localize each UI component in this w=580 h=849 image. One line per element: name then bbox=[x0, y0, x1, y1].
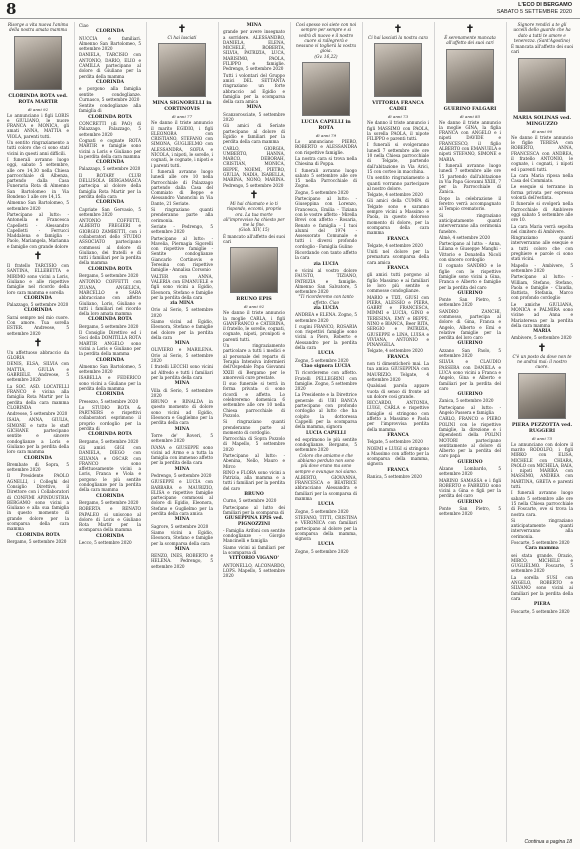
notice-text: Ne danno il triste annuncio la moglie CARLA, i figli GIANFRANCO e CATERINA, il fratello, le sorelle, cognati, cognate, nipoti, pronipoti e parenti tutti. bbox=[223, 310, 285, 342]
name-highlight: GUERINO bbox=[457, 341, 483, 347]
notice-text: Partecipano al lutto: - Angelo Passera e famiglia bbox=[439, 404, 501, 416]
name-highlight: zia LUCIA bbox=[313, 305, 339, 311]
notice-text: Cognati e cognate ROTA MARTIR e famiglie sono vicini a Loris e Giuliano per la perdita della cara mamma bbox=[79, 137, 141, 159]
notice-text: MARIO e TIZI, GIUSI con PIERA, ALESSIO e PIERA, GABRY e FRANCESCA, MIMMI e LUCIA, GINO e TERESINA, EMY e BEPPE, NINO e BIANCA, Beer RITA, SERGIO e PATRIZIA, GIUSEPPE e LINA, LUISA e VIVIANA, ANTONIO e PINANGELA. bbox=[367, 294, 429, 348]
cross-icon: ✝ bbox=[33, 337, 43, 349]
name-highlight: FRANCA bbox=[387, 467, 409, 473]
notice-text: NUCCIA e familiari. Almenno San Bartolomeo, 5 settembre 2020 bbox=[79, 35, 141, 52]
name-highlight: FRANCA bbox=[387, 266, 409, 272]
notice-text: Lo annunciano con dolore il marito RODOLFO, i figli MIRKO con ELISA, MICHELE con CHIARA, PAOLO con MICHELA, BAIA, i nipoti MARIKA con MASSIMO, ANDREA con MARTINA, GRETA e parenti tutti. bbox=[511, 441, 573, 490]
column-divider bbox=[146, 22, 147, 842]
name-highlight: MINA bbox=[174, 426, 190, 432]
notice-text: Ringraziamo quanti interverranno alle esequie e a tutti coloro che con preghiere e parole ci sono stati vicini. bbox=[511, 235, 573, 262]
notice-text: ANTONIO COFFETTI con ZUANA, ANGELICA, MARCELLO e SARA abbracciano con affetto Giuliano, Loris, Giuliano e tutti i familiari nel ricordo della loro amata mamma bbox=[79, 279, 141, 317]
notice-text: Foscarte, 5 settembre 2020 bbox=[511, 608, 570, 614]
notice-text: I funerali avranno luogo oggi, sabato 5 settembre, alle ore 14,30 nella Chiesa parrocchiale di Albenza, partendo dalla Casa Funeraria Rota di Almenno San Bartolomeo in Via Bondeno 1 alle ore 14,15. bbox=[7, 156, 69, 200]
notice-text: Il ROTARY CLUB DELLISOLA BERGAMASCA partecipa al dolore della famiglia Rota Martir per la perdita della cara bbox=[79, 172, 141, 199]
notice-text: Foscarte, 5 settembre 2020 bbox=[511, 540, 570, 545]
notice-text: I fratelli LECCHI sono vicini ad Alfredo e tutti i familiari per la perdita della cara bbox=[151, 364, 213, 380]
name-highlight: VITTORIO VIGANO' bbox=[229, 556, 279, 562]
name-highlight: LUCIA bbox=[317, 351, 335, 357]
portrait-photo bbox=[230, 247, 278, 293]
deceased-name: BRUNO EPIS bbox=[236, 296, 272, 303]
notice-text: La cara Maria verrà sepolta nel cimitero di Ambivere. bbox=[511, 223, 573, 234]
name-highlight: CLORINDA bbox=[23, 455, 53, 461]
obituary-column bbox=[295, 22, 357, 842]
notice-text: Bergamo, 5 settembre 2020 bbox=[79, 273, 139, 279]
age-line: di anni 92 bbox=[243, 304, 265, 310]
name-highlight: LUCIA bbox=[317, 502, 335, 508]
name-highlight: CLORINDA bbox=[23, 295, 53, 301]
notice-text: I funerali avranno luogo sabato 5 settembre alle ore 15 nella Parrocchiale di Zogno. bbox=[295, 167, 357, 189]
deceased-name: MINA SIGNORELLI in CORTINOVIS bbox=[152, 100, 212, 113]
notice-text: Ti ricorderemo con affetto. Fratelli PELLEGRINI con famiglie. Zogno, 5 settembre 2020 bbox=[295, 370, 357, 392]
deceased-name: PIERA PEZZOTTA ved. RUGGERI bbox=[511, 421, 573, 434]
notice-text: Si ringraziano anticipatamente quanti interverranno alla cerimonia. bbox=[511, 517, 573, 539]
notice-text: Almè, 4 settembre 2020 bbox=[439, 234, 491, 240]
column-divider bbox=[362, 22, 363, 842]
notice-text: BRUNO e RINALDA in questo momento di dolore sono vicini ad Egidio, Eleonora e Guglielmo per la perdita della cara bbox=[151, 399, 213, 426]
notice-text: OLIVIERO e MARILENA. Orio al Serio, 5 settembre 2020 bbox=[151, 347, 213, 364]
name-highlight: CLORINDA bbox=[95, 160, 125, 166]
notice-text: ANDREA e ELENA. Zogno, 5 settembre 2020 bbox=[295, 312, 357, 323]
name-highlight: MINA bbox=[246, 105, 262, 111]
portrait-photo bbox=[446, 49, 494, 103]
notice-text: Bergamo, 5 settembre 2020 bbox=[79, 499, 139, 505]
notice-text: Telgate, 4 settembre 2020 bbox=[367, 242, 423, 248]
notice-text: Partecipano al lutto: - Anna, Liliana e Giuseppe Manghi - Vittorio e Donatella Nicoli con sincero cordoglio bbox=[439, 241, 501, 263]
notice-text: Scanzorosciate, 5 settembre 2020 bbox=[223, 111, 285, 123]
notice-text: La SOC. ASD. LOCATELLI FRANCO è vicina alla famiglia Rota Martir per la perdita della cara mamma CLORINDA bbox=[7, 383, 69, 410]
column-divider bbox=[290, 22, 291, 842]
notice-text: I funerali avranno luogo lunedì alle ore 10 nella Parrocchiale di Palazzago partendo dalla Casa del Commiato di Beppe e Alessandro Vanoncini in Via Dante, 21 Seriate. bbox=[151, 168, 213, 206]
notice-text: Zogno, 5 settembre 2020 bbox=[295, 508, 349, 514]
notice-text: È mancata all'affetto dei suoi cari bbox=[511, 44, 573, 55]
column-divider bbox=[506, 22, 507, 842]
notice-text: I funerali avranno luogo sabato 5 settembre alle ore 15 nella Chiesa parrocchiale di Foscarte, ove si trova la nostra cara. bbox=[511, 490, 573, 517]
deceased-name: LUCIA CAPELLI in ROTA bbox=[301, 119, 351, 132]
notice-text: Zogno, 5 settembre 2020 bbox=[295, 189, 349, 195]
notice-text: La sorella SUSI con ANGELO, ROBERTO e SILVANO sono vicini ai familiari per la perdita della cara bbox=[511, 574, 573, 601]
notice-text: CONCRETTI (di PAO) di Palazzago. Palazzago, 5 settembre 2020 bbox=[79, 121, 141, 137]
notice-text: MARINO SAMASSA e i figli ROBERTO e FABRIZIO sono vicini a Gina e figli per la perdita del caro bbox=[439, 477, 501, 499]
column-divider bbox=[218, 22, 219, 842]
column-divider bbox=[74, 22, 75, 842]
notice-text: Partecipano al lutto dei familiari per la scomparsa di bbox=[223, 504, 285, 515]
notice-text: ROBERTA e RENATO PAPALEO si uniscono al dolore di Loris e Giuliano Rota Martir per la scomparsa della mamma bbox=[79, 506, 141, 533]
name-highlight: GUERINO bbox=[457, 392, 483, 398]
notice-text: Gli amici di Seriate partecipano al dolore di Egidio e familiari per la perdita della cara mamma bbox=[223, 123, 285, 145]
name-highlight: FRANCA bbox=[387, 354, 409, 360]
notice-text: SILVIA e CLAUDIO PASSERA con DANIELA e LUCA sono vicini a Franca e Angelo, Gina e Alberto e familiari per la perdita del caro bbox=[439, 359, 501, 391]
notice-text: Ne danno il triste annuncio il marito EGIDIO, i figli ELEONORA con CRISTIANO, STEFANO con SIMONA, GUGLIELMO con ALESSANDRA, SOFIA e NICOLA, i nipoti, le sorelle, i cognati, le cognate, i nipoti e i parenti tutti. bbox=[151, 120, 213, 168]
notice-text: Il Presidente PAOLO AGNELLI, i Colleghi del Consiglio Direttivo, il Direttore con i Collaboratori di CONFIMI APINDUSTRIA BERGAMO sono vicini a Giuliano e alla sua famiglia in questo momento di grande dolore per la scomparsa della cara mamma bbox=[7, 473, 69, 532]
cross-icon: ✝ bbox=[177, 24, 187, 35]
notice-text: Lo STUDIO ROTA & PARTNERS e rispettivi collaboratori esprimono il proprio cordoglio per la perdita di bbox=[79, 404, 141, 432]
name-highlight: GIUSEPPINA EPIS ved. PIGNOZZINI bbox=[224, 516, 284, 527]
portrait-photo bbox=[374, 43, 422, 97]
notice-text: Dopo la celebrazione il feretro verrà accompagnato al Tempio crematorio. bbox=[439, 195, 501, 212]
notice-text: Il funerale si svolgerà nella Parrocchiale di Ambivere oggi sabato 5 settembre alle ore 10. bbox=[511, 201, 573, 223]
name-highlight: CLORINDA bbox=[95, 493, 125, 499]
name-highlight: CLORINDA bbox=[95, 200, 125, 206]
notice-text: La cara Maria riposa nella Casa del Commiato. bbox=[511, 172, 573, 184]
notice-text: Azzano San Paolo, 5 settembre 2020 bbox=[439, 347, 501, 359]
notice-text: sei stata grande. Orazio, MIRCO, MICHELE e GUGLIELMO. Foscarte, 5 settembre 2020 bbox=[511, 552, 573, 574]
quote-text: (Gv. 16,22) bbox=[314, 53, 338, 59]
quote-text: Mi hai chiamato e io ti rispondo, eccomi, proprio ora. La tua morte all'improvviso ha chiesto per me la fine. bbox=[223, 200, 285, 228]
notice-text: CARLO, FRANCO e PIERO POLINI con le rispettive famiglie, la direzione e i dipendenti della POLINI MOTORI partecipano sentitamente al dolore di Alberto per la perdita del caro papà bbox=[439, 416, 501, 459]
portrait-photo bbox=[158, 43, 206, 97]
notice-text: Ponte San Pietro, 5 settembre 2020 bbox=[439, 297, 501, 308]
age-line: di anni 85 bbox=[459, 113, 481, 119]
quote-text: (Giob. XIV, 15) bbox=[238, 227, 270, 233]
name-highlight: MINA bbox=[174, 517, 190, 523]
notice-text: È mancato all'affetto dei suoi cari bbox=[223, 233, 285, 244]
name-highlight: MINA bbox=[174, 546, 190, 552]
cross-icon: ✝ bbox=[393, 24, 403, 35]
cross-icon: ✝ bbox=[465, 24, 475, 35]
notice-text: NOEMI e LUIGI si stringono a Massimo con affetto per la scomparsa della mamma, signora bbox=[367, 445, 429, 467]
notice-text: Ambivere, 5 settembre 2020 bbox=[511, 335, 572, 341]
portrait-photo bbox=[14, 36, 62, 90]
portrait-photo bbox=[518, 373, 566, 419]
notice-text: Palazzago, 5 settembre 2020 bbox=[79, 166, 141, 172]
notice-text: Siamo vicini ad Egidio, Eleonora, Stefano e famiglie nel dolore per la perdita della cara bbox=[151, 318, 213, 340]
notice-text: DANIELA, TARCISIO con ANTONIO, DARIO, ELIO e CAMILLA partecipano al dolore di Giuliano per la perdita della mamma bbox=[79, 52, 141, 79]
notice-text: Villa di Serio, 5 settembre 2020 bbox=[151, 387, 213, 398]
notice-text: ALBERTO, GIOVANNA, FRANCESCA e BEATRICE abbracciano Alessandra e familiari per la scomparsa di mamma bbox=[295, 474, 357, 502]
notice-text: Parrocchia di Sopra Pozzolo di Mapello, 5 settembre 2020 bbox=[223, 436, 285, 452]
name-highlight: CLORINDA bbox=[95, 392, 125, 398]
name-highlight: zia MINA bbox=[170, 301, 194, 307]
name-highlight: CLORINDA ROTA bbox=[88, 432, 132, 438]
quote-text: "Ti ricorderemo con tanto affetto. Ciao bbox=[298, 294, 354, 305]
notice-text: Tutti i volontari del Gruppo amici DEL SETTANTA ringraziano un forte abbraccio ad Egidio e famiglia per la scomparsa della cara amica bbox=[223, 72, 285, 105]
obituary-column bbox=[439, 22, 501, 842]
notice-text: Andreose, 5 settembre 2020 bbox=[7, 411, 68, 417]
notice-text: Si ringraziano anticipatamente quanti interverranno alla cerimonia funebre. bbox=[439, 212, 501, 234]
notice-text: La nostra cara si trova nella Chiesina di Poppa. bbox=[295, 155, 357, 167]
obituary-column bbox=[7, 22, 69, 842]
notice-text: Zanica, 5 settembre 2020 bbox=[439, 398, 494, 404]
name-highlight: zia LUCIA bbox=[313, 261, 339, 267]
name-highlight: GUERINO bbox=[457, 459, 483, 465]
notice-text: Curno, 5 settembre 2020 bbox=[223, 498, 277, 504]
publication-date: SABATO 5 SETTEMBRE 2020 bbox=[496, 9, 572, 15]
notice-text: Telgate, 5 settembre 2020 bbox=[367, 439, 423, 445]
notice-text: Gli amici GIGI con DANIELA, DIEGO con SILVANA e OSCAR con FRANCO sono affettuosamente vicini a Loris, Franca e Viola e porgono le più sentite condoglianze per la perdita della cara mamma bbox=[79, 444, 141, 493]
quote-text: Ci hai lasciati la nostra cara bbox=[368, 35, 428, 40]
notice-text: Lecco, 5 settembre 2020 bbox=[79, 540, 132, 546]
age-line: di anni 90 bbox=[531, 128, 553, 134]
quote-text: Ci hai lasciati bbox=[167, 35, 197, 40]
notice-text: Si ringraziano quanti prenderanno parte alla cerimonia. bbox=[151, 207, 213, 223]
notice-text: Mapello - Ambivere, 5 settembre 2020 bbox=[511, 262, 573, 273]
notice-text: - Famiglia Arifoni con sentite condoglianze - Giorgio Mancinelli e famiglia bbox=[223, 527, 285, 544]
notice-text: Presezzo, 5 settembre 2020 bbox=[79, 398, 139, 404]
notice-text: Partecipano al lutto: - Mavelia, Piernagia Sigorelli con rispettive famiglie - Sentite condoglianze Giancarlo Cortinovis e Teresina con rispettive famiglie - Annalisa Corsonio bbox=[151, 235, 213, 273]
deceased-name: MARIA SOLINAS ved. MINGUZZO bbox=[512, 114, 572, 127]
name-highlight: FRANCA bbox=[387, 236, 409, 242]
notice-text: Sagrore, 5 settembre 2020 bbox=[151, 523, 209, 529]
notice-text: I funerali avranno luogo lunedì 7 settembre alle ore 15 partendo dall'abitazione in Via Papa Giovanni XXIII, 7 per la Parrocchiale di Zanica. bbox=[439, 162, 501, 195]
obituary-column bbox=[151, 22, 213, 842]
obituary-column bbox=[223, 22, 285, 842]
notice-text: RENZO, INES, ROBERTO e HELENA. Pedrengo, 5 settembre 2020 bbox=[151, 553, 213, 569]
notice-text: Lo annunciano PIERO, ROBERTO e ALESSANDRA con rispettive famiglie. bbox=[295, 139, 357, 155]
deceased-name: VITTORIA FRANCA CADEI bbox=[372, 100, 424, 113]
quote-text: Così spesso voi siete con noi sempre per sempre e si vedrà di nuovo e il nostro cuore si rallegrerà e nessuno vi toglierà la vostra gioia. bbox=[295, 22, 357, 54]
notice-text: Zogno, 5 settembre 2020 bbox=[295, 357, 349, 363]
notice-text: GIUSEPPE e LUCIA con BARBARA e MAURIZIO, ELISA e rispettive famiglie partecipano commossi al dolore di Egidio, Eleonora, Stefano e Guglielmo per la perdita della cara amica bbox=[151, 479, 213, 517]
notice-text: Bergamo, 5 settembre 2020 bbox=[7, 538, 67, 544]
notice-text: Partecipano al lutto: - Antonella e Francesca Capelletti - Alessandro Capelletti - Ferrucci Maddalena e famiglia - Paolo, Mariangela, Marianna e famiglie con grande dolore bbox=[7, 211, 69, 249]
name-highlight: CLORINDA bbox=[23, 308, 53, 314]
name-highlight: CLORINDA bbox=[95, 79, 125, 85]
notice-text: La Presidente e la Direttrice generale di UBI BANCA partecipano con profondo cordoglio al lutto che ha colpito la dottoressa Cappelli per la scomparsa della mamma, signora bbox=[295, 392, 357, 430]
notice-text: ANTONELLO, ALCONARDO, LOPS. Mapello, 5 settembre 2020 bbox=[223, 562, 285, 579]
name-highlight: FRANCA bbox=[387, 432, 409, 438]
notice-text: Siamo vicini a Egidio, Eleonora, Stefano e famiglie per la scomparsa della cara bbox=[151, 529, 213, 546]
notice-text: gli amici tutti porgono al figlio Massimo e ai familiari le loro più sentite e commosse condoglianze. bbox=[367, 272, 429, 294]
obituary-column bbox=[367, 22, 429, 842]
name-highlight: CLORINDA bbox=[95, 533, 125, 539]
age-line: di anni 79 bbox=[315, 133, 337, 139]
name-highlight: LUCIA bbox=[317, 542, 335, 548]
obituary-column bbox=[79, 22, 141, 842]
notice-text: ANTONIO COFFETTI, ALBERTO FREGIERI e GIORGIO ZAMBETTI, con i collaboratori dello STUDIO ASSOCIATO partecipano commossi al dolore di Giuliano, dei fratelli e di tutti i familiari per la perdita della mamma bbox=[79, 218, 141, 266]
notice-text: Un sentito ringraziamento a quanti vorranno partecipare al nostro dolore. bbox=[367, 175, 429, 191]
page-number: 8 bbox=[6, 0, 17, 18]
name-highlight: MINA bbox=[174, 466, 190, 472]
notice-text: Partecipano al lutto: - Abenina, Nello, Mauro e Mirco bbox=[223, 453, 285, 469]
notice-text: Pedrengo, 5 settembre 2020 bbox=[151, 473, 212, 478]
cross-icon: ✝ bbox=[537, 342, 547, 354]
notice-text: CARLO, GIORGIA, UMBERTO, HANNA, MARCO, DEBORAH, CRISTIAN, MONICA, BEPPE, NOEMI, PIETRO, GIULIA, NADIA, ISABELLA, MARINA, NONO, MARINA. Pedrengo, 5 settembre 2020 bbox=[223, 145, 285, 188]
notice-text: Bergamo, 5 settembre 2020 bbox=[79, 438, 139, 444]
notice-text: ISAIA, ANNA, GIULIA, SIMONE e tutto lo staff GICHANE partecipano sentite e sincere condoglianze a Loris e Giuliano per la perdita della loro cara mamma bbox=[7, 417, 69, 455]
name-highlight: LUCIA CAPELLI bbox=[306, 430, 346, 436]
quote-text: Risorge a vita nuova l'anima della nostra amata mamma bbox=[7, 22, 69, 33]
name-highlight: CLORINDA ROTA bbox=[88, 317, 132, 323]
notice-text: I funerali si svolgeranno lunedì 7 settembre alle ore 10 nella Chiesa parrocchiale di Telgate, partendo dall'abitazione in Via Arici, 15 con corteo in macchina. bbox=[367, 142, 429, 174]
notice-text: Un sentito ringraziamento a tutti coloro che ci sono stati vicini in questi anni difficili. bbox=[7, 140, 69, 156]
name-highlight: MINA bbox=[174, 381, 190, 387]
notice-text: RINO e FLORA sono vicini a Patrizia, alla mamma e a tutti i familiari per la perdita del caro bbox=[223, 469, 285, 491]
notice-text: Sentite condoglianze alla famiglia di bbox=[79, 103, 141, 114]
name-highlight: BRUNO bbox=[244, 492, 264, 498]
notice-text: Telgate, 4 settembre 2020 bbox=[367, 192, 423, 198]
name-highlight: CLORINDA bbox=[95, 357, 125, 363]
notice-text: non ti dimenticherò mai. La tua amica GIUSEPPINA con MAURIZIO. Telgate, 4 settembre 2020 bbox=[367, 361, 429, 382]
cross-icon: ✝ bbox=[249, 189, 259, 201]
name-highlight: CLORINDA ROTA bbox=[16, 532, 60, 538]
notice-text: Seriate - Pedrengo, 5 settembre 2020 bbox=[151, 223, 213, 235]
age-line: di anni 73 bbox=[387, 114, 409, 120]
continuation-note: Continua a pagina 18 bbox=[524, 839, 572, 845]
notice-text: Si ringraziano quanti prenderanno parte al momento di cordoglio. bbox=[223, 419, 285, 435]
name-highlight: MINA bbox=[246, 23, 262, 28]
obituary-column bbox=[511, 22, 573, 842]
name-highlight: MARIA bbox=[533, 329, 551, 335]
notice-text: Almenno San Bartolomeo, 5 settembre 2020 bbox=[79, 363, 141, 375]
notice-text: Bergamo, 5 settembre 2020 bbox=[79, 323, 139, 329]
notice-text: Le amiche GIULIANA, MONICA e PALMIRA sono vicine ad Anna e Mariateresa per la perdita della cara mamma bbox=[511, 301, 573, 328]
notice-text: Uniti nel dolore per la prematura scomparsa della cara amica bbox=[367, 249, 429, 265]
notice-text: Orio al Serio, 5 settembre 2020 bbox=[151, 307, 213, 318]
name-highlight: MINA bbox=[174, 341, 190, 347]
notice-text: I cugini FRANCO, ROSARIA con rispettivi famiglie sono vicini a Piero, Roberto e Alessandro per la perdita della cara bbox=[295, 323, 357, 351]
notice-text: Telgate, 4 settembre 2020 bbox=[367, 348, 423, 354]
notice-text: Il Consiglio Direttivo ed i Soci della DOMITILLA ROTA MARTIR ANGELO sono vicini a Loris e Giuliano per la perdita della mamma bbox=[79, 330, 141, 357]
notice-text: Almenno San Bartolomeo, 5 settembre 2020 bbox=[7, 200, 69, 211]
publication-info bbox=[497, 2, 572, 16]
notice-text: Ciao bbox=[79, 23, 89, 28]
portrait-photo bbox=[518, 58, 566, 112]
name-highlight: CLORINDA bbox=[95, 29, 125, 35]
page-header bbox=[0, 0, 580, 19]
name-highlight: CLORINDA ROTA bbox=[88, 114, 132, 120]
notice-text: Siamo vicini ai familiari per la scomparsa di bbox=[223, 544, 285, 556]
notice-text: Le esequie si terranno in forma privata per espressa volontà dell'estinta. bbox=[511, 184, 573, 201]
notice-text: Un ringraziamento particolare a tutti i medici e al personale del reparto di Terapia Intensiva infermieri dell'Ospedale Papa Giovanni XXIII di Bergamo per le amorevoli cure prestate. bbox=[223, 343, 285, 380]
notice-text: RICCARDO, ANTONIA, LUIGI, CARLA e rispettive famiglie si stringono con affetto a Massimo e Paola per l'improvvisa perdita della mamma bbox=[367, 400, 429, 432]
deceased-name: GUERINO FALGARI bbox=[443, 105, 497, 112]
cross-icon: ✝ bbox=[33, 251, 43, 263]
name-highlight: PIERA bbox=[533, 602, 551, 608]
notice-text: Partecipano al lutto: - Giuseppina con Lorenzo, Francesca, Emilia - Tiziana con le vostre affetto - Mirella Brevi con affetto - Rosaria, Renato e famiglia - I tuoi alunni del 1974 - Assessorato Comunale e tutti i diversi profondo cordoglio - Famiglia Gulino bbox=[295, 196, 357, 249]
obituary-columns bbox=[0, 22, 580, 849]
name-highlight: Ciao signora LUCIA bbox=[301, 363, 351, 369]
notice-text: Palazzago, 5 settembre 2020 bbox=[7, 302, 69, 308]
notice-text: ed esprimono le più sentite condoglianze. Bergamo, 5 settembre 2020 bbox=[295, 436, 357, 453]
notice-text: Ricordando con tanto affetto la cara bbox=[295, 250, 357, 261]
deceased-name: CLORINDA ROTA ved. ROTA MARTIR bbox=[8, 92, 68, 105]
notice-text: Ranica, 5 settembre 2020 bbox=[367, 474, 422, 479]
notice-text: Il suo funerale si terrà in forma privata: ci sono ricordi e affetto. Lo celebreremo domenica 6 settembre alle ore 10 nella Chiesa parrocchiale di Pozzolo. bbox=[223, 381, 285, 418]
age-line: di anni 92 bbox=[27, 106, 49, 112]
name-highlight: GUERINO bbox=[457, 290, 483, 296]
notice-text: IVANA e GIUSEPPE sono vicini ad Armo e a tutta la famiglia con immenso affetto per la perdita della cara bbox=[151, 444, 213, 466]
notice-text: Sarai sempre nel mio cuore. Con amore. Tua sorella ESTER. Andreose, 5 settembre 2020 bbox=[7, 314, 69, 336]
notice-text: SANDRO ZANCHI, commosso, partecipa al dolore di Gina, Franca e Angelo, Alberto e Emi e relative famiglie per la perdita del loro caro bbox=[439, 308, 501, 341]
age-line: di anni 75 bbox=[531, 435, 553, 441]
notice-text: Qualsiasi parola appare vuota di senso di fronte ad un dolore così grande. bbox=[367, 383, 429, 399]
notice-text: STEFANO, TITTI, CRISTINA e VERONICA con familiari partecipano al dolore per la scomparsa della mamma, signora bbox=[295, 514, 357, 542]
notice-text: Un affettuoso abbraccio da GLORIA bbox=[7, 349, 69, 361]
name-highlight: GUERINO bbox=[457, 499, 483, 505]
notice-text: Brembate di Sopra, 5 settembre 2020 bbox=[7, 461, 69, 473]
notice-text: e vicini al vostro dolore FAUSTO, TIZIANO, PATRIZIA e famiglie. Almenno San Salvatore, 5 settembre 2020 bbox=[295, 267, 357, 295]
notice-text: Alzano Lombardo, 5 settembre 2020 bbox=[439, 466, 501, 477]
notice-text: Il cognato SANDRO e le figlie con le rispettive famiglie sono vicini a Gina, Franca e Alberto e famiglie per la perdita del caro bbox=[439, 263, 501, 290]
name-highlight: Cara mamma bbox=[525, 546, 559, 552]
name-highlight: CLORINDA ROTA bbox=[88, 266, 132, 272]
notice-text: Torre de' Roveri, 5 settembre 2020 bbox=[151, 432, 213, 444]
portrait-photo bbox=[302, 62, 350, 116]
notice-text: Gli amici della CUMPA di Telgate sono e saranno sempre vicini a Massimo e Paola, in questo doloroso momento di dolore, per la scomparsa della cara mamma bbox=[367, 198, 429, 236]
notice-text: Ne danno il triste annuncio i figli MASSIMO con PAOLA, la sorella PAOLA, il nipote FILIPPO e parenti tutti. bbox=[367, 120, 429, 142]
notice-text: grande per avere insegnato a sorridere. ALESSANDRO, DANIELA, ELENA, MICHELE, ROBERTA, SILVIA, PATRIZIA, LUCA, MARISIMO, PAOLA, FILIPPO e famiglie. Pedrengo, 5 settembre 2020 bbox=[223, 29, 285, 72]
notice-text: Zogno, 5 settembre 2020 bbox=[295, 548, 349, 554]
quote-text: C'è un posto da dove non te ne andrai mai: il nostro cuore. bbox=[512, 353, 572, 370]
notice-text: VALTER con ANNA, VALERIA con EMANUELE e figli sono vicini a Egidio, Eleonora, Stefano e famiglie per la perdita della cara bbox=[151, 273, 213, 300]
notice-text: Il fratello TARCISIO con SANTINA, ELLEBETTA e MIRIMO sono vicini a Loris, Giuliano e alle rispettive famiglie nel ricordo della loro cara mamma e sorella bbox=[7, 263, 69, 295]
notice-text: Lo annunciano i figli LORIS e GIULIANO, le nuore FRANCA e MONICA, gli amati ANNA, MATTIA e VIOLA, parenti tutti. bbox=[7, 112, 69, 139]
notice-text: e porgono alla famiglia sentite condoglianze. Curnasco, 5 settembre 2020 bbox=[79, 86, 141, 102]
notice-text: Ne danno il triste annuncio le figlie TERESA con ROBERTO, ANNA, FRANCESCA con ANDREA, il fratello ANTONIO, le cognate, i cognati, i nipoti ed i parenti tutti. bbox=[511, 134, 573, 172]
publication-name: L'ECO DI BERGAMO bbox=[518, 2, 572, 8]
notice-text: ISABELLA e FEDERICO sono vicini a Giuliano per la perdita della mamma bbox=[79, 375, 141, 391]
notice-text: Partecipano al lutto: - William, Stefano, Stefano, Paola e famiglie - Claudia, Battista, Stefania, Marco con profondo cordoglio bbox=[511, 274, 573, 301]
notice-text: Ponte San Pietro, 5 settembre 2020 bbox=[439, 506, 501, 517]
quote-text: È serenamente mancata all'affetto dei suoi cari bbox=[444, 35, 496, 46]
age-line: di anni 77 bbox=[171, 114, 193, 120]
notice-text: DENIS, ELSA, SILVIA con MATTIA, GIULIA e GABRIELE. Andreose, 5 settembre 2020 bbox=[7, 361, 69, 383]
column-divider bbox=[434, 22, 435, 842]
notice-text: Ne danno il triste annuncio la moglie GINA, la figlia FRANCA con ANGELO e i nipoti DAVIDE e FRANCESCO, il figlio ALBERTO con EMANUELA e nipoti STEFANO, SIMONE e MARIA. bbox=[439, 119, 501, 162]
notice-text: Capriate San Gervasio, 5 settembre 2020 bbox=[79, 206, 141, 217]
quote-text: Signore rendici a te gli uccelli dello guardo che ha dato a tutti te amore e tenerezza. (Sant'Agostino) bbox=[513, 22, 571, 43]
quote-text: Coloro che amiamo e che abbiamo perduto non sono più dove erano ma sono sempre e ovunque noi siamo. bbox=[295, 452, 357, 474]
